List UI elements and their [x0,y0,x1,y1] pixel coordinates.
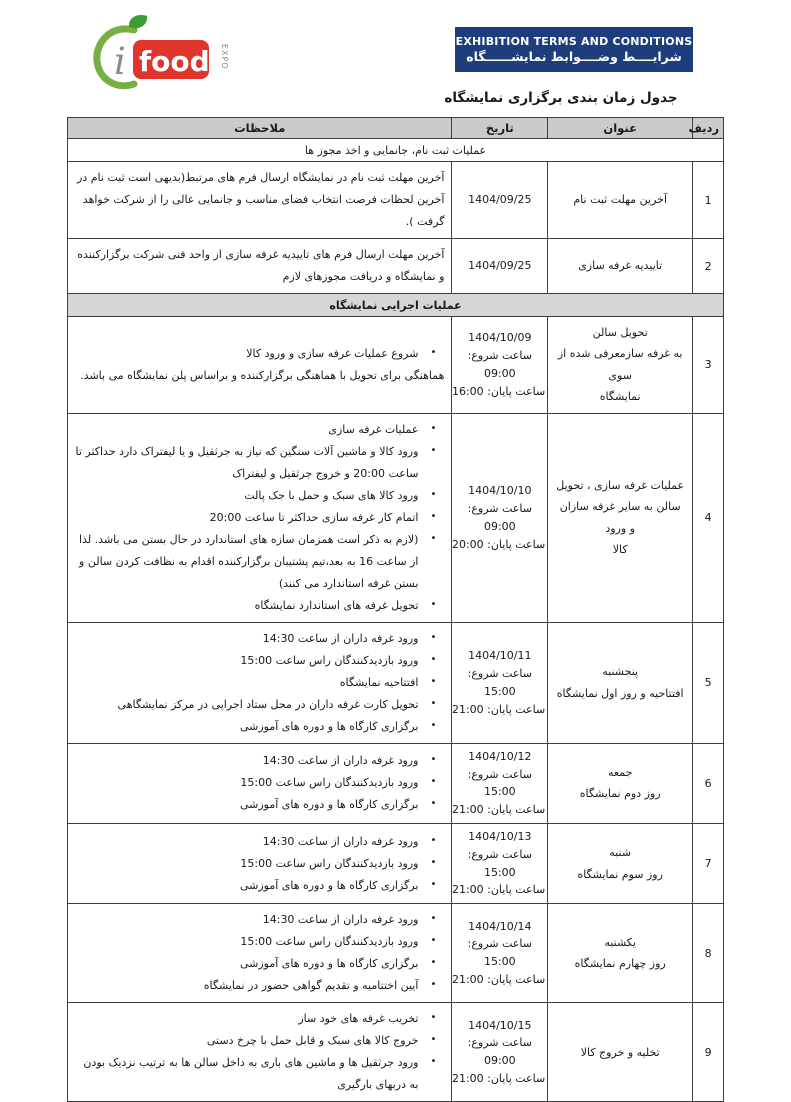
note-text: شروع عملیات غرفه سازی و ورود کالا [246,346,419,360]
title-line: شنبه [609,846,632,860]
cell-title [548,622,693,743]
title-line: روز سوم نمایشگاه [577,867,663,881]
cell-title [548,413,693,622]
col-header-date: تاریخ [452,118,548,139]
section-label: عملیات اجرایی نمایشگاه [68,294,724,317]
note-item [75,931,444,953]
cell-notes [68,239,452,294]
bullet-icon: • [430,510,437,522]
note-text: ورود جرثقیل ها و ماشین های باری به داخل سالن ها به ترتیب نزدیک بودن به دربهای بارگیری [83,1056,419,1092]
note-text: افتتاحیه نمایشگاه [339,675,419,689]
note-item [75,485,444,507]
cell-notes [68,317,452,414]
note-text: برگزاری کارگاه ها و دوره های آموزشی [239,878,419,892]
section-label: عملیات ثبت نام، جانمایی و اخذ مجوز ها [68,139,724,162]
note-text: برگزاری کارگاه ها و دوره های آموزشی [239,957,419,971]
title-line: افتتاحیه و روز اول نمایشگاه [556,686,684,700]
date-line: ساعت پایان: 20:00 [451,537,546,551]
note-text: ورود غرفه داران از ساعت 14:30 [262,631,419,645]
date-line: ساعت پایان: 21:00 [451,803,546,817]
date-line: ساعت پایان: 21:00 [451,973,546,987]
bullet-icon: • [430,1012,437,1024]
table-row [68,622,724,743]
cell-date [452,743,548,823]
note-item [75,953,444,975]
schedule-table [67,117,724,1102]
cell-title [548,1003,693,1102]
date-line: ساعت شروع: [467,1036,532,1050]
bullet-icon: • [430,488,437,500]
note-text: برگزاری کارگاه ها و دوره های آموزشی [239,719,419,733]
note-text: خروج کالا های سبک و قابل حمل با چرخ دستی [206,1034,419,1048]
table-row [68,824,724,904]
note-item [75,343,444,365]
logo-letter-i: i [114,40,126,83]
cell-notes [68,904,452,1003]
bullet-icon: • [430,631,437,643]
cell-date [452,824,548,904]
date-line: 15:00 [483,865,516,879]
date-line: ساعت پایان: 16:00 [451,384,546,398]
note-text: برگزاری کارگاه ها و دوره های آموزشی [239,798,419,812]
bullet-icon: • [430,754,437,766]
note-text: ورود بازدیدکنندگان راس ساعت 15:00 [240,653,419,667]
bullet-icon: • [430,697,437,709]
date-line: 15:00 [483,955,516,969]
note-item [75,529,444,595]
table-row [68,317,724,414]
note-item [75,419,444,441]
note-text: تحویل غرفه های استاندارد نمایشگاه [254,598,419,612]
cell-row-number: 1 [693,162,724,239]
date-line: ساعت شروع: [467,937,532,951]
bullet-icon: • [430,913,437,925]
title-line: عملیات غرفه سازی ، تحویل [556,478,685,492]
note-text: عملیات غرفه سازی [328,422,419,436]
note-text: (لازم به ذکر است همزمان سازه های استاندارد در حال بستن می باشد. لذا از ساعت 16 به بعد،تیم پشتیبان برگزارکننده اقدام به نظافت کردن سالن و بستن غرفه استاندارد می کنند) [78,532,419,590]
note-item [75,909,444,931]
date-line: 1404/10/12 [468,749,532,763]
cell-notes [68,162,452,239]
date-line: ساعت شروع: [467,349,532,363]
table-row [68,743,724,823]
cell-notes [68,824,452,904]
cell-notes [68,413,452,622]
date-line: 09:00 [483,1054,516,1068]
cell-title [548,162,693,239]
note-item [75,595,444,617]
table-row [68,904,724,1003]
bullet-icon: • [430,935,437,947]
date-line: ساعت شروع: [467,847,532,861]
note-text: اتمام کار غرفه سازی حداکثر تا ساعت 20:00 [209,510,419,524]
note-item [75,875,444,897]
title-line: روز دوم نمایشگاه [579,787,661,801]
cell-date [452,162,548,239]
cell-title [548,743,693,823]
note-item [75,1052,444,1096]
bullet-icon: • [430,1034,437,1046]
cell-notes [68,743,452,823]
note-text: آخرین مهلت ارسال فرم های تاییدیه غرفه سازی از واحد فنی شرکت برگزارکننده و نمایشگاه و دریافت مجوزهای لازم [77,248,445,283]
bullet-icon: • [430,653,437,665]
section-row [68,139,724,162]
note-item [75,716,444,738]
date-line: ساعت پایان: 21:00 [451,702,546,716]
ifood-expo-logo [88,14,238,92]
col-header-num: ردیف [693,118,724,139]
note-item [75,853,444,875]
note-item [75,831,444,853]
cell-date [452,904,548,1003]
note-item [75,694,444,716]
note-item [75,167,444,233]
table-row [68,413,724,622]
cell-row-number: 9 [693,1003,724,1102]
cell-date [452,317,548,414]
cell-row-number: 6 [693,743,724,823]
date-line: ساعت پایان: 21:00 [451,883,546,897]
table-body [68,139,724,1102]
cell-notes [68,622,452,743]
date-line: ساعت شروع: [467,666,532,680]
date-line: 1404/10/10 [468,484,532,498]
date-line: 1404/10/13 [468,830,532,843]
cell-row-number: 2 [693,239,724,294]
note-item [75,650,444,672]
date-line: 1404/10/11 [468,649,532,663]
bullet-icon: • [430,834,437,846]
title-line: به غرفه سازمعرفی شده از سوی [557,347,683,382]
note-item [75,772,444,794]
note-item [75,672,444,694]
bullet-icon: • [430,856,437,868]
bullet-icon: • [430,675,437,687]
date-line: 15:00 [483,684,516,698]
title-line: تخلیه و خروج کالا [580,1045,660,1059]
title-line: تحویل سالن [592,326,648,339]
note-text: هماهنگی برای تحویل با هماهنگی برگزارکننده و براساس پلن نمایشگاه می باشد. [80,368,445,382]
terms-banner [455,27,693,72]
table-row [68,1003,724,1102]
table-row [68,162,724,239]
date-line: 1404/10/09 [468,331,532,345]
cell-notes [68,1003,452,1102]
bullet-icon: • [430,1056,437,1068]
table-row [68,239,724,294]
note-text: ورود غرفه داران از ساعت 14:30 [262,754,419,768]
cell-row-number: 4 [693,413,724,622]
date-line: 09:00 [483,519,516,533]
cell-row-number: 7 [693,824,724,904]
bullet-icon: • [430,346,437,358]
bullet-icon: • [430,957,437,969]
note-text: ورود بازدیدکنندگان راس ساعت 15:00 [240,856,419,870]
bullet-icon: • [430,422,437,434]
section-row [68,294,724,317]
bullet-icon: • [430,532,437,544]
col-header-notes: ملاحظات [68,118,452,139]
note-text: آیین اختتامیه و تقدیم گواهی حضور در نمایشگاه [203,979,419,993]
cell-title [548,824,693,904]
logo-word-expo: EXPO [220,44,229,70]
bullet-icon: • [430,776,437,788]
note-text: ورود غرفه داران از ساعت 14:30 [262,913,419,927]
title-line: یکشنبه [604,935,636,949]
banner-farsi-text: شرایــــط وضــــوابط نمایشــــــگاه [466,49,682,64]
title-line: آخرین مهلت ثبت نام [573,193,668,207]
title-line: نمایشگاه [599,390,641,404]
bullet-icon: • [430,598,437,610]
cell-date [452,413,548,622]
note-text: ورود بازدیدکنندگان راس ساعت 15:00 [240,935,419,949]
note-item [75,1030,444,1052]
note-item [75,507,444,529]
cell-row-number: 8 [693,904,724,1003]
title-line: تاییدیه غرفه سازی [578,259,663,273]
note-text: ورود کالا و ماشین آلات سنگین که نیاز به جرثقیل و یا لیفتراک دارد حداکثر تا ساعت 20:00 و خروج جرثقیل و لیفتراک [75,444,419,480]
date-line: ساعت پایان: 21:00 [451,1072,546,1086]
leaf-icon [129,15,147,28]
note-text: تخریب غرفه های خود ساز [298,1012,419,1026]
logo-word-food: food [139,45,210,78]
note-item [75,750,444,772]
note-item [75,975,444,997]
col-header-title: عنوان [548,118,693,139]
date-line: 1404/09/25 [468,259,532,273]
title-line: سالن به سایر غرفه سازان و ورود [559,500,681,535]
cell-date [452,1003,548,1102]
note-item [75,441,444,485]
bullet-icon: • [430,798,437,810]
date-line: 09:00 [483,366,516,380]
note-item [75,244,444,288]
note-item [75,794,444,816]
note-text: ورود غرفه داران از ساعت 14:30 [262,834,419,848]
title-line: جمعه [608,765,633,779]
note-item [75,365,444,387]
cell-row-number: 5 [693,622,724,743]
bullet-icon: • [430,719,437,731]
cell-date [452,622,548,743]
cell-date [452,239,548,294]
title-line: کالا [612,543,628,557]
date-line: ساعت شروع: [467,501,532,515]
title-line: روز چهارم نمایشگاه [574,957,666,971]
bullet-icon: • [430,878,437,890]
cell-title [548,317,693,414]
bullet-icon: • [430,444,437,456]
title-line: پنجشنبه [602,665,639,679]
ifood-logo-graphic [88,14,238,92]
date-line: 1404/09/25 [468,193,532,207]
note-item [75,628,444,650]
date-line: 15:00 [483,785,516,799]
note-text: تحویل کارت غرفه داران در محل ستاد اجرایی در مرکز نمایشگاهی [117,697,419,711]
note-text: ورود بازدیدکنندگان راس ساعت 15:00 [240,776,419,790]
date-line: 1404/10/15 [468,1018,532,1032]
page-title: جدول زمان بندی برگزاری نمایشگاه [444,90,678,106]
note-text: ورود کالا های سبک و حمل با جک پالت [244,488,419,502]
bullet-icon: • [430,979,437,991]
note-text: آخرین مهلت ثبت نام در نمایشگاه ارسال فرم های مرتبط(بدیهی است ثبت نام در آخرین لحظات فرصت انتخاب فضای مناسب و جانمایی عالی را از شرکت خواهد گرفت ). [77,171,445,228]
cell-title [548,239,693,294]
banner-english-text: EXHIBITION TERMS AND CONDITIONS [455,35,693,48]
date-line: ساعت شروع: [467,767,532,781]
date-line: 1404/10/14 [468,919,532,933]
cell-row-number: 3 [693,317,724,414]
table-header-row [68,118,724,139]
note-item [75,1008,444,1030]
cell-title [548,904,693,1003]
